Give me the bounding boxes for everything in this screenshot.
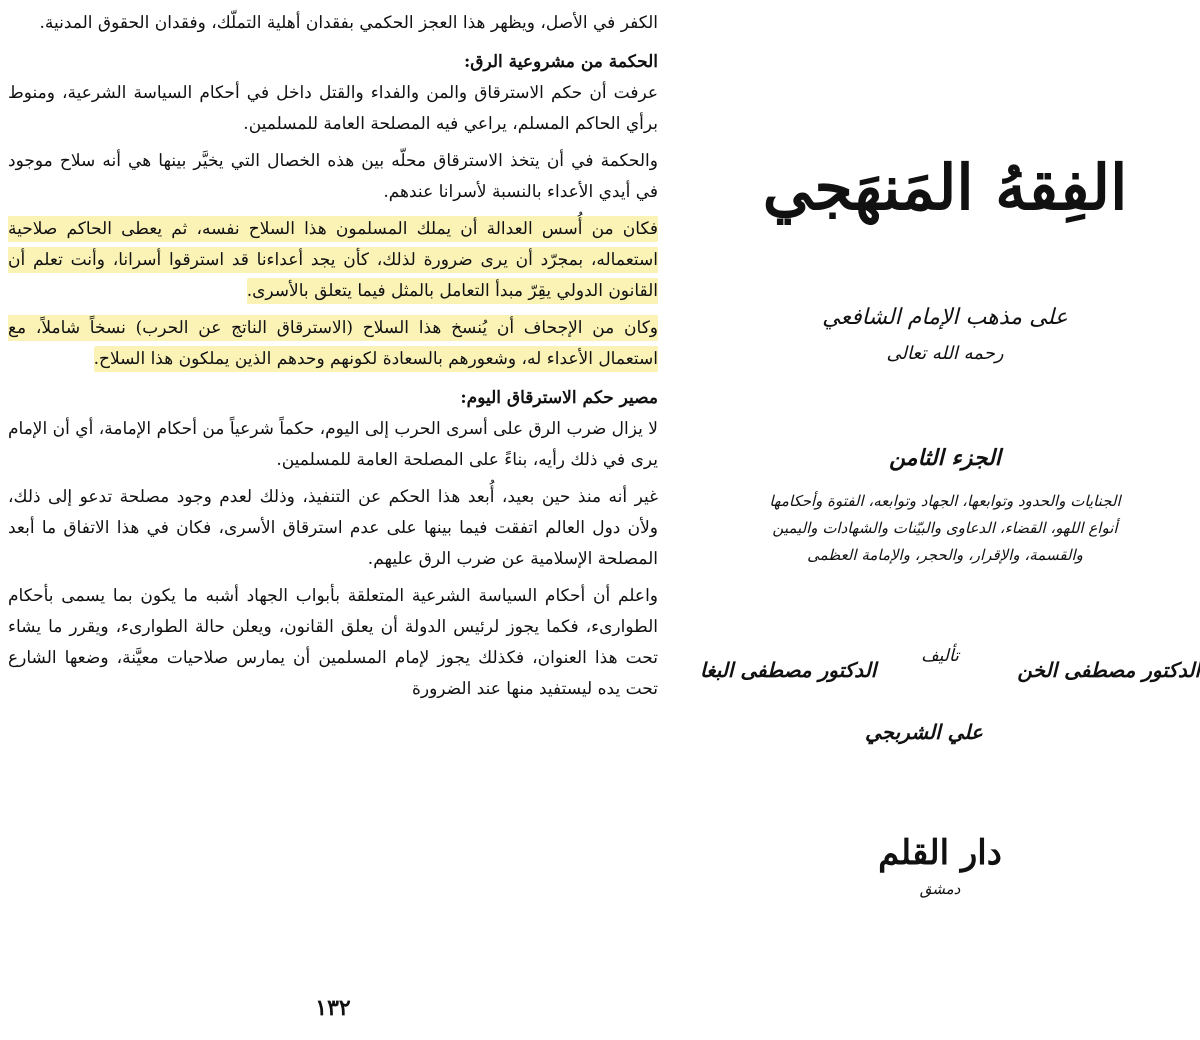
book-title: الفِقهُ المَنهَجي <box>762 151 1128 224</box>
volume-topics <box>710 488 1180 569</box>
paragraph: واعلم أن أحكام السياسة الشرعية المتعلقة بأبواب الجهاد أشبه ما يكون بما يسمى بأحكام الطوارىء، فكما يجوز لرئيس الدولة أن يعلق القانون، ويعلن حالة الطوارىء، ويقرر ما يشاء تحت هذا العنوان، فكذلك يجوز لإمام المسلمين أن يمارس صلاحيات معيَّنة، وضعها الشارع تحت يده ليستفيد منها عند الضرورة <box>8 586 658 699</box>
highlighted-paragraph <box>8 313 658 375</box>
volume-label: الجزء الثامن <box>889 445 1001 471</box>
paragraph: والحكمة في أن يتخذ الاسترقاق محلّه بين هذه الخصال التي يخيَّر بينها هي أنه سلاح موجود في أيدي الأعداء بالنسبة لأسرانا عندهم. <box>8 151 658 202</box>
author-name: الدكتور مصطفى البغا <box>700 658 877 682</box>
paragraph-continuation: الكفر في الأصل، ويظهر هذا العجز الحكمي بفقدان أهلية التملّك، وفقدان الحقوق المدنية. <box>39 13 658 33</box>
left-page-text <box>8 8 658 1028</box>
author-name: علي الشربجي <box>865 720 983 744</box>
authorship-label: تأليف <box>921 646 959 666</box>
section-heading-fate: مصير حكم الاسترقاق اليوم: <box>460 388 658 408</box>
topics-line: أنواع اللهو، القضاء، الدعاوى والبيّنات والشهادات واليمين <box>772 519 1118 537</box>
section-heading-wisdom: الحكمة من مشروعية الرق: <box>463 52 658 72</box>
paragraph: غير أنه منذ حين بعيد، أُبعد هذا الحكم عن التنفيذ، وذلك لعدم وجود مصلحة تدعو إلى ذلك، ولأن دول العالم اتفقت فيما بينها على عدم استرقاق الأسرى، فكان في هذا الاتفاق ما أبعد المصلحة الإسلامية عن ضرب الرق عليهم. <box>8 487 658 569</box>
author-name: الدكتور مصطفى الخن <box>1017 658 1200 682</box>
blessing-phrase: رحمه الله تعالى <box>886 343 1004 364</box>
title-page <box>690 8 1200 1028</box>
publisher-name: دار القلم <box>878 833 1002 873</box>
topics-line: والقسمة، والإقرار، والحجر، والإمامة العظمى <box>807 546 1083 564</box>
book-subtitle: على مذهب الإمام الشافعي <box>822 305 1068 330</box>
highlighted-paragraph <box>8 214 658 307</box>
highlight-span: وكان من الإجحاف أن يُنسخ هذا السلاح (الاسترقاق الناتج عن الحرب) نسخاً شاملاً، مع استعمال الأعداء له، وشعورهم بالسعادة لكونهم وحدهم الذين يملكون هذا السلاح. <box>8 315 658 372</box>
page-number: ١٣٢ <box>315 995 351 1021</box>
publisher-city: دمشق <box>919 880 961 898</box>
paragraph: عرفت أن حكم الاسترقاق والمن والفداء والقتل داخل في أحكام السياسة الشرعية، ومنوط برأي الحاكم المسلم، يراعي فيه المصلحة العامة للمسلمين. <box>8 83 658 134</box>
topics-line: الجنايات والحدود وتوابعها، الجهاد وتوابعه، الفتوة وأحكامها <box>769 492 1121 510</box>
paragraph: لا يزال ضرب الرق على أسرى الحرب إلى اليوم، حكماً شرعياً من أحكام الإمامة، أي أن الإمام يرى في ذلك رأيه، بناءً على المصلحة العامة للمسلمين. <box>8 419 658 470</box>
highlight-span: فكان من أُسس العدالة أن يملك المسلمون هذا السلاح نفسه، ثم يعطى الحاكم صلاحية استعماله، بمجرّد أن يرى ضرورة لذلك، كأن يجد أعداءنا قد استرقوا أسرانا، وأنت تعلم أن القانون الدولي يقِرّ مبدأ التعامل بالمثل فيما يتعلق بالأسرى. <box>8 216 658 304</box>
